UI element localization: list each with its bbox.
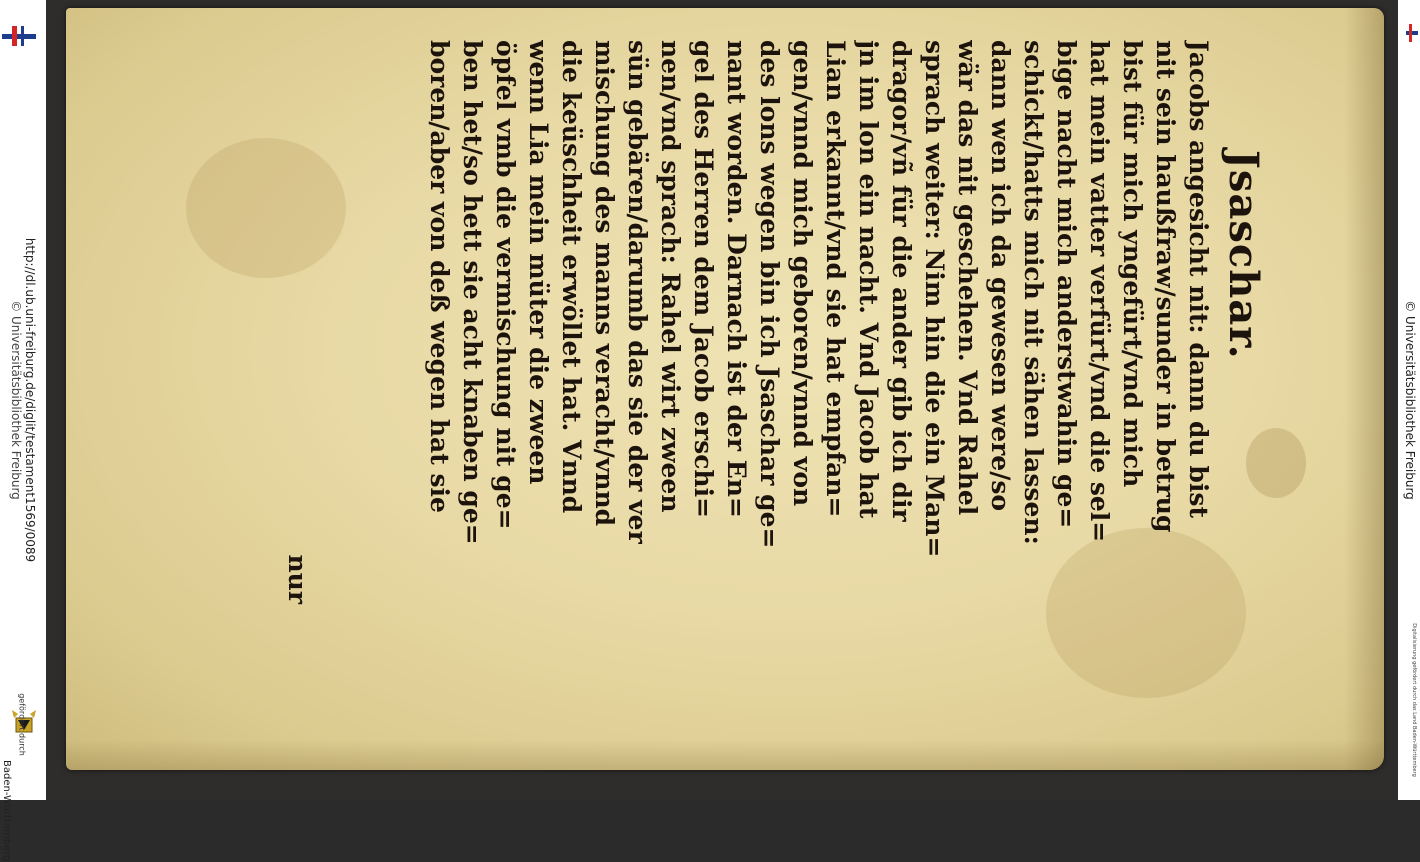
text-line: mischung des manns veracht/vnnd — [590, 40, 619, 527]
text-line: boren/aber von deß wegen hat sie — [425, 40, 454, 513]
text-line: schickt/hatts mich nit sähen lassen: — [1019, 40, 1048, 545]
page-url[interactable]: http://dl.ub.uni-freiburg.de/diglit/testament1569/0089 — [23, 237, 37, 563]
page-text-block — [285, 40, 1275, 640]
page-title: Jsaschar. — [1220, 150, 1267, 360]
text-line: gel des Herren dem Jacob erschi= — [689, 40, 718, 519]
right-credit: © Universitätsbibliothek Freiburg — [1403, 300, 1417, 500]
page-body — [423, 40, 1215, 640]
text-line: sprach weiter: Nim hin die ein Man= — [920, 40, 949, 558]
text-line: jn im lon ein nacht. Vnd Jacob hat — [854, 40, 883, 519]
viewer-left-margin — [0, 0, 46, 862]
right-funding-note: Digitalisierung gefördert durch das Land Baden-Württemberg — [1411, 623, 1417, 777]
text-line: nit sein haußfraw/sunder in betrug — [1151, 40, 1180, 533]
text-line: gen/vnnd mich geboren/vnnd von — [788, 40, 817, 507]
text-line: nant worden. Darnach ist der En= — [722, 40, 751, 518]
text-line: die keüschheit erwöllet hat. Vnnd — [557, 40, 586, 514]
text-line: Jacobs angesicht nit: dann du bist — [1184, 40, 1213, 519]
page-url-watermark — [9, 238, 37, 562]
funder-caption: gefördert durch — [17, 693, 27, 756]
flag-marker-icon — [2, 26, 36, 46]
text-line: des lons wegen bin ich Jsaschar ge= — [755, 40, 784, 549]
text-line: nen/vnd sprach: Rahel wirt zween — [656, 40, 685, 513]
text-line: ben het/so hett sie acht knaben ge= — [458, 40, 487, 545]
text-line: dann wen ich da gewesen were/so — [986, 40, 1015, 512]
text-line: wenn Lia mein müter die zween — [524, 40, 553, 485]
text-line: dragor/vñ für die ander gib ich dir — [887, 40, 916, 522]
flag-marker-icon — [1406, 24, 1418, 42]
text-line: wär das nit geschehen. Vnd Rahel — [953, 40, 982, 516]
text-line: Lian erkannt/vnd sie hat empfan= — [821, 40, 850, 518]
text-line: öpfel vmb die vermischung nit ge= — [491, 40, 520, 530]
text-line: bige nacht mich anderstwahin ge= — [1052, 40, 1081, 529]
text-line: bist für mich yngefürt/vnd mich — [1118, 40, 1147, 488]
text-line: hat mein vatter verfürt/vnd die sel= — [1085, 40, 1114, 543]
catchword: nur — [283, 554, 312, 604]
library-credit: © Universitätsbibliothek Freiburg — [9, 300, 23, 500]
funder-name: Baden-Württemberg — [1, 760, 12, 862]
text-line: sün gebären/darumb das sie der ver — [623, 40, 652, 544]
